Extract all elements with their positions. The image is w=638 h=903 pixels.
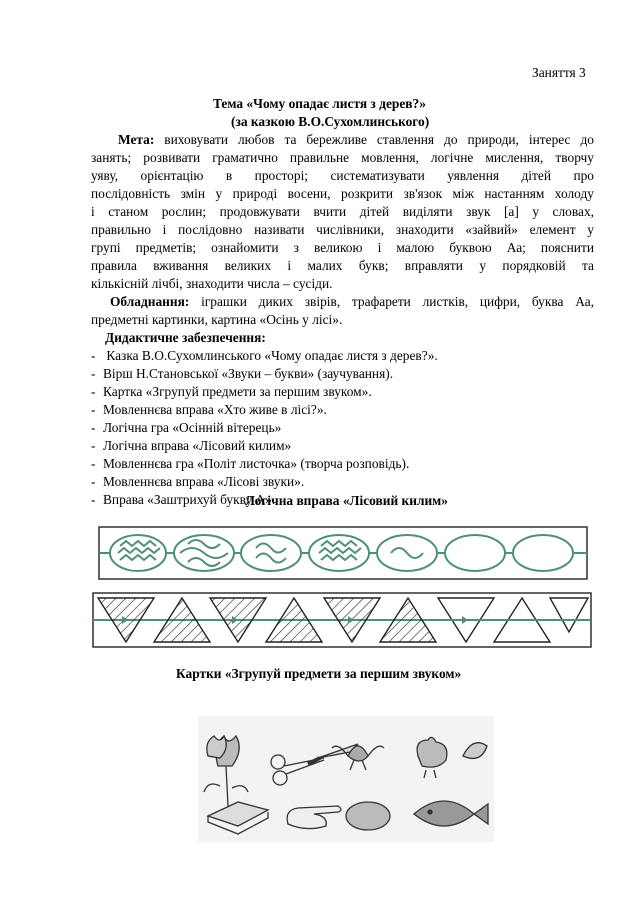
ovals-pattern-strip	[98, 526, 588, 580]
lesson-number: Заняття 3	[532, 65, 586, 80]
goal-line: і станом рослин; продовжувати вчити дітей виділяти звук [а] у словах,	[91, 204, 594, 219]
goal-line: Мета: виховувати любов та бережливе ставлення до природи, інтерес до	[118, 132, 594, 147]
goal-line: послідовність змін у природі восени, розкрити зв'язок між настанням холоду	[91, 186, 594, 201]
list-item: - Мовленнєва гра «Політ листочка» (творча розповідь).	[91, 456, 410, 471]
goal-label: Мета:	[118, 132, 155, 147]
topic-subtitle: (за казкою В.О.Сухомлинського)	[231, 114, 430, 129]
goal-line: кількісній лічбі, знаходити числа – сусіди.	[91, 276, 333, 291]
list-item: - Вірш Н.Становської «Звуки – букви» (заучування).	[91, 366, 394, 381]
list-item: - Логічна вправа «Лісовий килим»	[91, 438, 292, 453]
list-item: - Вправа «Заштрихуй букву А».	[91, 492, 276, 507]
goal-line: правильно і послідовно називати числівники, знаходити «зайвий» елемент у	[91, 222, 594, 237]
cards-title: Картки «Згрупуй предмети за першим звуком»	[176, 666, 462, 681]
potato-icon	[346, 802, 390, 830]
list-item: - Логічна гра «Осінній вітерець»	[91, 420, 282, 435]
list-item: - Казка В.О.Сухомлинського «Чому опадає листя з дерев?».	[91, 348, 438, 363]
equipment-label: Обладнання:	[110, 294, 190, 309]
triangles-pattern-strip	[92, 592, 592, 648]
goal-line: занять; розвивати граматично правильне мовлення, логічне мислення, творчу	[91, 150, 594, 165]
goal-line: уяву, орієнтацію в просторі; систематизувати уявлення дітей про	[91, 168, 594, 183]
equipment-line: Обладнання: іграшки диких звірів, трафарети листків, цифри, буква Аа,	[110, 294, 594, 309]
equipment-line: предметні картинки, картина «Осінь у лісі».	[91, 312, 343, 327]
goal-line: групі предметів; ознайомити з великою і малою буквою Аа; пояснити	[91, 240, 594, 255]
goal-line: правила вживання великих і малих букв; вправляти у порядковій та	[91, 258, 594, 273]
list-item: - Мовленнєва вправа «Лісові звуки».	[91, 474, 305, 489]
didactic-label: Дидактичне забезпечення:	[105, 330, 266, 345]
list-item: - Картка «Згрупуй предмети за першим звуком».	[91, 384, 372, 399]
topic-title: Тема «Чому опадає листя з дерев?»	[213, 96, 426, 111]
list-item: - Мовленнєва вправа «Хто живе в лісі?».	[91, 402, 327, 417]
exercise-title: Логічна вправа «Лісовий килим»	[245, 493, 448, 508]
picture-cards-illustration	[198, 716, 494, 842]
